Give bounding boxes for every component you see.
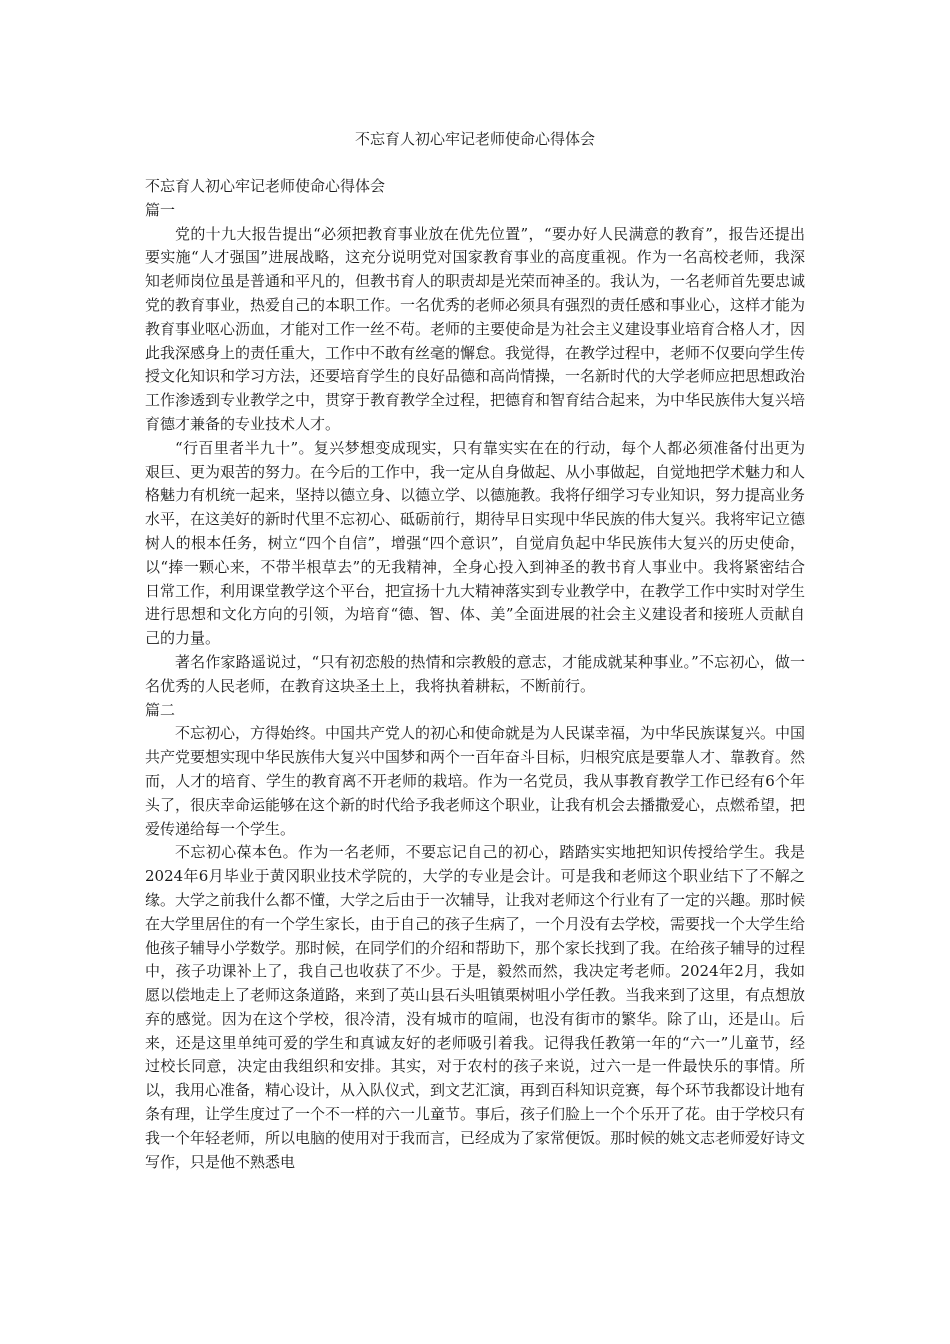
document-title: 不忘育人初心牢记老师使命心得体会: [354, 130, 595, 148]
section1-paragraph: 著名作家路遥说过，“只有初恋般的热情和宗教般的意志，才能成就某种事业。”不忘初心，做一名优秀的人民老师，在教育这块圣土上，我将执着耕耘，不断前行。: [145, 652, 805, 695]
section-label-2: 篇二: [145, 700, 176, 719]
document-subtitle: 不忘育人初心牢记老师使命心得体会: [145, 177, 386, 195]
section2-paragraph: 不忘初心葆本色。作为一名老师，不要忘记自己的初心，踏踏实实地把知识传授给学生。我是2024年6月毕业于黄冈职业技术学院的，大学的专业是会计。可是我和老师这个职业结下了不解之缘。大学之前我什么都不懂，大学之后由于一次辅导，让我对老师这个行业有了一定的兴趣。那时候在大学里居住的有一个学生家长，由于自己的孩子生病了，一个月没有去学校，需要找一个大学生给他孩子辅导小学数学。那时候，在同学们的介绍和帮助下，那个家长找到了我。在给孩子辅导的过程中，孩子功课补上了，我自己也收获了不少。于是，毅然而然，我决定考老师。2024年2月，我如愿以偿地走上了老师这条道路，来到了英山县石头咀镇栗树咀小学任教。当我来到了这里，有点想放弃的感觉。因为在这个学校，很冷清，没有城市的喧闹，也没有街市的繁华。除了山，还是山。后来，还是这里单纯可爱的学生和真诚友好的老师吸引着我。记得我任教第一年的“六一”儿童节，经过校长同意，决定由我组织和安排。其实，对于农村的孩子来说，过六一是一件最快乐的事情。所以，我用心准备，精心设计，从入队仪式，到文艺汇演，再到百科知识竞赛，每个环节我都设计地有条有理，让学生度过了一个不一样的六一儿童节。事后，孩子们脸上一个个乐开了花。由于学校只有我一个年轻老师，所以电脑的使用对于我而言，已经成为了家常便饭。那时候的姚文志老师爱好诗文写作，只是他不熟悉电: [145, 843, 806, 1171]
document-body: [145, 175, 805, 1174]
section2-paragraph: 不忘初心，方得始终。中国共产党人的初心和使命就是为人民谋幸福，为中华民族谋复兴。中国共产党要想实现中华民族伟大复兴中国梦和两个一百年奋斗目标，归根究底是要靠人才、靠教育。然而，人才的培育、学生的教育离不开老师的栽培。作为一名党员，我从事教育教学工作已经有6个年头了，很庆幸命运能够在这个新的时代给予我老师这个职业，让我有机会去播撒爱心，点燃希望，把爱传递给每一个学生。: [145, 724, 806, 838]
section1-paragraph: “行百里者半九十”。复兴梦想变成现实，只有靠实实在在的行动，每个人都必须准备付出更为艰巨、更为艰苦的努力。在今后的工作中，我一定从自身做起、从小事做起，自觉地把学术魅力和人格魅力有机统一起来，坚持以德立身、以德立学、以德施教。我将仔细学习专业知识，努力提高业务水平，在这美好的新时代里不忘初心、砥砺前行，期待早日实现中华民族的伟大复兴。我将牢记立德树人的根本任务，树立“四个自信”，增强“四个意识”，自觉肩负起中华民族伟大复兴的历史使命，以“捧一颗心来，不带半根草去”的无我精神，全身心投入到神圣的教书育人事业中。我将紧密结合日常工作，利用课堂教学这个平台，把宣扬十九大精神落实到专业教学中，在教学工作中实时对学生进行思想和文化方向的引领，为培育“德、智、体、美”全面进展的社会主义建设者和接班人贡献自己的力量。: [145, 438, 806, 648]
section-label-1: 篇一: [145, 200, 176, 219]
section1-paragraph: 党的十九大报告提出“必须把教育事业放在优先位置”，“要办好人民满意的教育”，报告还提出要实施“人才强国”进展战略，这充分说明党对国家教育事业的高度重视。作为一名高校老师，我深知老师岗位虽是普通和平凡的，但教书育人的职责却是光荣而神圣的。我认为，一名老师首先要忠诚党的教育事业，热爱自己的本职工作。一名优秀的老师必须具有强烈的责任感和事业心，这样才能为教育事业呕心沥血，才能对工作一丝不苟。老师的主要使命是为社会主义建设事业培育合格人才，因此我深感身上的责任重大，工作中不敢有丝毫的懈怠。我觉得，在教学过程中，老师不仅要向学生传授文化知识和学习方法，还要培育学生的良好品德和高尚情操，一名新时代的大学老师应把思想政治工作渗透到专业教学之中，贯穿于教育教学全过程，把德育和智育结合起来，为中华民族伟大复兴培育德才兼备的专业技术人才。: [145, 224, 806, 433]
